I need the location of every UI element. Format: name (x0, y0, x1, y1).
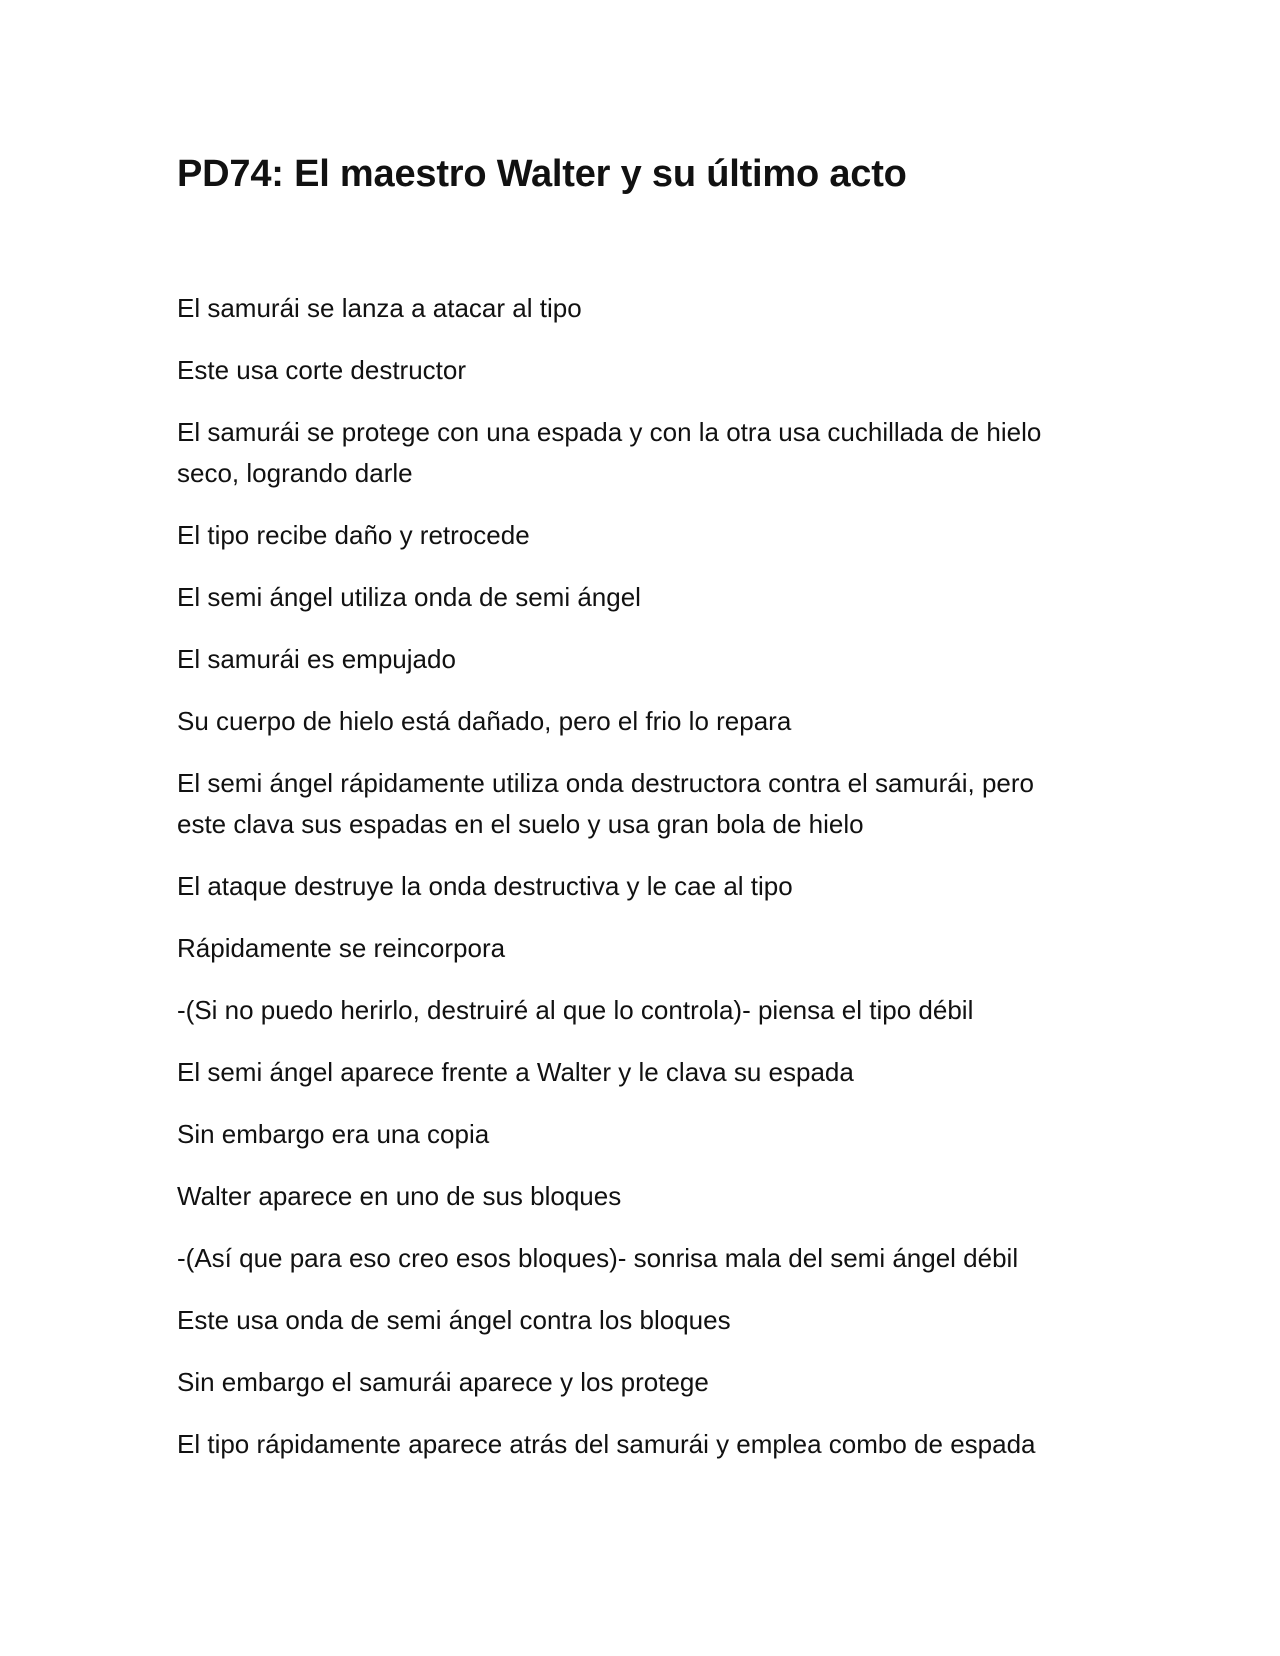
paragraph: Este usa corte destructor (177, 355, 467, 385)
paragraph: Rápidamente se reincorpora (177, 933, 506, 963)
paragraph: Walter aparece en uno de sus bloques (177, 1181, 622, 1211)
paragraph: El semi ángel rápidamente utiliza onda destructora contra el samurái, pero este clava sus espadas en el suelo y usa gran bola de hielo (177, 768, 1035, 839)
paragraph: El samurái se lanza a atacar al tipo (177, 293, 582, 323)
paragraph: -(Si no puedo herirlo, destruiré al que lo controla)- piensa el tipo débil (177, 995, 974, 1025)
document-body (177, 288, 1077, 1486)
paragraph: Este usa onda de semi ángel contra los bloques (177, 1305, 731, 1335)
paragraph: El tipo recibe daño y retrocede (177, 520, 530, 550)
paragraph: El semi ángel utiliza onda de semi ángel (177, 582, 641, 612)
paragraph: -(Así que para eso creo esos bloques)- sonrisa mala del semi ángel débil (177, 1243, 1019, 1273)
paragraph: El samurái es empujado (177, 644, 456, 674)
paragraph: Sin embargo era una copia (177, 1119, 490, 1149)
paragraph: El semi ángel aparece frente a Walter y le clava su espada (177, 1057, 854, 1087)
paragraph: El ataque destruye la onda destructiva y le cae al tipo (177, 871, 793, 901)
paragraph: El tipo rápidamente aparece atrás del samurái y emplea combo de espada (177, 1429, 1036, 1459)
document-title: PD74: El maestro Walter y su último acto (177, 153, 907, 195)
paragraph: Sin embargo el samurái aparece y los protege (177, 1367, 709, 1397)
paragraph: El samurái se protege con una espada y con la otra usa cuchillada de hielo seco, logrando darle (177, 417, 1042, 488)
paragraph: Su cuerpo de hielo está dañado, pero el frio lo repara (177, 706, 792, 736)
